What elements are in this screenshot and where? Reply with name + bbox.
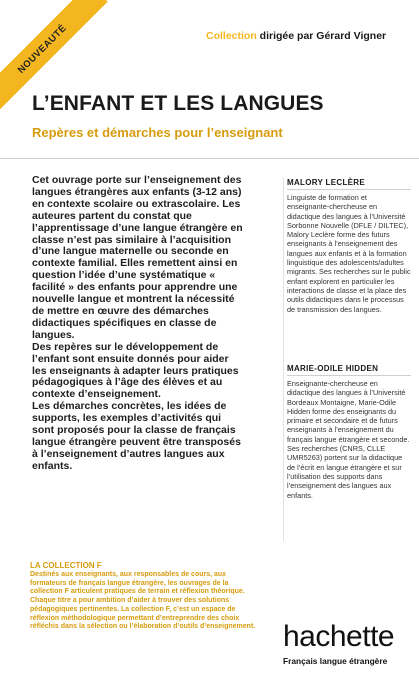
ribbon-label: NOUVEAUTÉ [15, 22, 69, 76]
collection-text: Destinés aux enseignants, aux responsables de cours, aux formateurs de français langue étrangère, les ouvrages de la collection F articulent pratiques de terrain et réflexion théorique. Chaque titre a pour ambition d’aider à trouver des solutions pédagogiques pertinentes. La collection F, c’est un espace de réflexion méthodologique permettant d’entreprendre des choix réfléchis dans la sélection ou l’élaboration d’outils d’enseignement. [30, 571, 256, 631]
description-paragraph: Des repères sur le développement de l’enfant sont ensuite donnés pour aider les enseignants à adapter leurs pratiques pédagogiques à l’âge des élèves et au contexte d’enseignement. [32, 340, 239, 401]
publisher-name: hachette [283, 620, 395, 653]
collection-box [30, 561, 260, 632]
book-subtitle: Repères et démarches pour l’enseignant [32, 125, 283, 140]
author-block-1 [287, 178, 411, 324]
book-title: L’ENFANT ET LES LANGUES [32, 92, 324, 115]
description-paragraph: Les démarches concrètes, les idées de supports, les exemples d’activités qui sont proposés pour la classe de français langue étrangère peuvent être transposés à l’enseignement d’autres langues aux enfants. [32, 400, 241, 472]
series-highlight: Collection [206, 30, 257, 42]
description-paragraph: Cet ouvrage porte sur l’enseignement des langues étrangères aux enfants (3-12 ans) en contexte scolaire ou extrascolaire. Les auteures partent du constat que l’apprentissage d’une langue étrangère en classe n’est pas similaire à l’acquisition d’une langue maternelle ou seconde en contexte familial. Elles remettent ainsi en question l’idée d’une systématique « facilité » des enfants pour apprendre une nouvelle langue et montrent la nécessité de mettre en œuvre des démarches didactiques spécifiques en classe de langues. [32, 174, 243, 341]
column-divider [283, 178, 284, 541]
publisher-tagline: Français langue étrangère [283, 656, 388, 666]
header-divider [0, 158, 419, 159]
series-line [206, 30, 416, 42]
collection-heading: LA COLLECTION F [30, 561, 102, 570]
publisher-logo [283, 622, 413, 666]
author-block-2 [287, 364, 411, 510]
author-name: MARIE-ODILE HIDDEN [287, 364, 411, 376]
author-bio: Enseignante-chercheuse en didactique des langues à l’Université Bordeaux Montaigne, Marie-Odile Hidden forme des enseignants du primaire et secondaire et de futurs enseignants à l’enseignement du français langue étrangère et seconde. Ses recherches (CNRS, CLLE UMR5263) portent sur la didactique de l’écrit en langue étrangère et sur l’utilisation des supports dans l’enseignement des langues aux enfants. [287, 379, 410, 500]
author-name: MALORY LECLÈRE [287, 178, 411, 190]
author-bio: Linguiste de formation et enseignante-chercheuse en didactique des langues à l’Université Sorbonne Nouvelle (DFLE / DILTEC), Malory Leclère forme des futurs enseignants à l’enseignement des langues aux enfants et à la formation linguistique des adolescents/adultes migrants. Ses recherches sur le public enfant explorent en particulier les interactions de classe et la place des outils didactiques dans le processus de transmission des langues. [287, 193, 411, 314]
series-director: dirigée par Gérard Vigner [256, 30, 387, 42]
book-description [32, 175, 246, 473]
